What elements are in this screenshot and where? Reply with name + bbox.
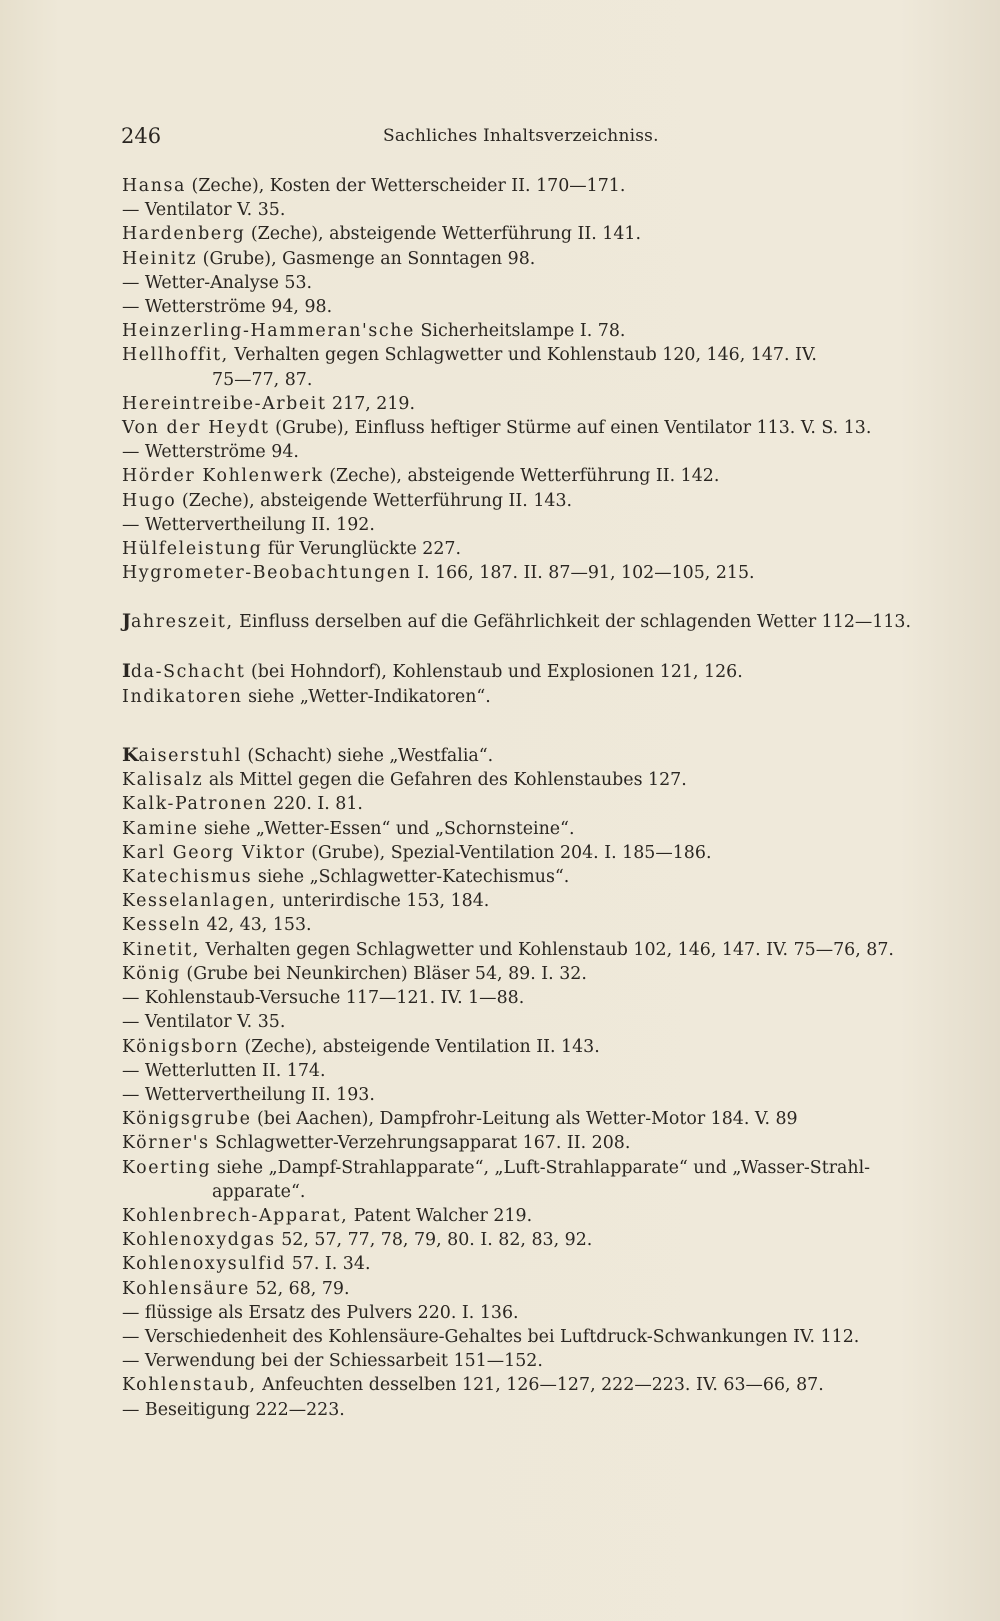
entry-references: (bei Aachen), Dampfrohr-Leitung als Wetter-Motor 184. V. 89 (251, 1109, 798, 1130)
index-group-h (122, 174, 942, 585)
index-entry (122, 343, 942, 367)
index-entry (122, 684, 942, 709)
entry-references: Schlagwetter-Verzehrungsapparat 167. II. 208. (209, 1133, 631, 1154)
entry-continuation: 75—77, 87. (212, 369, 313, 390)
entry-headword: Hygrometer-Beobachtungen (122, 563, 412, 584)
entry-headword: Hörder Kohlenwerk (122, 466, 324, 487)
index-entry (122, 561, 942, 585)
index-entry (122, 1059, 942, 1083)
entry-references: (Grube bei Neunkirchen) Bläser 54, 89. I. 32. (180, 963, 587, 984)
entry-references: 57. I. 34. (286, 1254, 371, 1275)
entry-headword: Hansa (122, 176, 187, 196)
entry-headword: Kinetit, (122, 939, 200, 960)
entry-headword: Hellhoffit, (122, 345, 229, 366)
entry-references: Verhalten gegen Schlagwetter und Kohlenstaub 120, 146, 147. IV. (228, 345, 817, 366)
page-number: 246 (121, 124, 162, 148)
index-entry (122, 1349, 942, 1373)
index-entry (122, 537, 942, 561)
entry-references: (Grube), Einfluss heftiger Stürme auf einen Ventilator 113. V. S. 13. (269, 418, 872, 439)
entry-headword: Kohlenoxysulfid (122, 1254, 287, 1275)
entry-headword: Hardenberg (122, 224, 246, 245)
index-entry (122, 792, 942, 816)
entry-references: siehe „Dampf-Strahlapparate“, „Luft-Strahlapparate“ und „Wasser-Strahl- (211, 1157, 871, 1178)
entry-references: (Grube), Spezial-Ventilation 204. I. 185—186. (305, 842, 712, 863)
entry-references: (Grube), Gasmenge an Sonntagen 98. (197, 248, 536, 269)
entry-initial: J (122, 610, 131, 633)
index-entry (122, 938, 942, 962)
entry-references: — Ventilator V. 35. (122, 1012, 286, 1033)
entry-headword: Kohlenstaub, (122, 1375, 257, 1396)
entry-headword: Katechismus (122, 867, 253, 888)
entry-references: siehe „Wetter-Indikatoren“. (242, 686, 491, 707)
entry-references: als Mittel gegen die Gefahren des Kohlenstaubes 127. (203, 770, 687, 791)
entry-headword: Kohlenoxydgas (122, 1230, 276, 1251)
spacer (122, 585, 942, 609)
index-entry (122, 1156, 942, 1180)
entry-references: (Zeche), absteigende Wetterführung II. 142. (323, 466, 720, 487)
entry-references: I. 166, 187. II. 87—91, 102—105, 215. (411, 563, 755, 584)
index-group-i (122, 659, 942, 709)
subject-index (122, 174, 942, 1422)
entry-references: — flüssige als Ersatz des Pulvers 220. I. 136. (122, 1302, 519, 1323)
index-entry (122, 392, 942, 416)
entry-references: 217, 219. (326, 393, 416, 414)
entry-headword: Von der Heydt (122, 418, 270, 439)
entry-headword: Kamine (122, 818, 199, 839)
entry-references: siehe „Schlagwetter-Katechismus“. (252, 867, 570, 888)
entry-references: — Wettervertheilung II. 192. (122, 514, 375, 535)
entry-initial: K (122, 744, 139, 767)
index-entry (122, 1107, 942, 1131)
entry-references: Einfluss derselben auf die Gefährlichkeit der schlagenden Wetter 112—113. (233, 612, 911, 633)
entry-references: — Ventilator V. 35. (122, 200, 286, 221)
index-entry (122, 489, 942, 513)
entry-references: — Beseitigung 222—223. (122, 1399, 345, 1420)
entry-references: siehe „Wetter-Essen“ und „Schornsteine“. (198, 818, 575, 839)
entry-references: 42, 43, 153. (200, 915, 312, 936)
index-group-k (122, 743, 942, 1422)
entry-references: (Schacht) siehe „Westfalia“. (241, 746, 494, 767)
entry-continuation: apparate“. (212, 1181, 306, 1202)
spacer (122, 709, 942, 743)
entry-headword: Koerting (122, 1157, 212, 1178)
index-entry (122, 1398, 942, 1422)
index-entry (122, 659, 942, 684)
index-entry (122, 440, 942, 464)
entry-references: (Zeche), absteigende Wetterführung II. 143. (176, 490, 573, 511)
index-entry (122, 743, 942, 768)
entry-headword: Karl Georg Viktor (122, 842, 306, 863)
entry-references: 220. I. 81. (267, 794, 363, 815)
index-entry (122, 513, 942, 537)
index-entry (122, 1228, 942, 1252)
index-entry (122, 865, 942, 889)
entry-headword: da-Schacht (130, 661, 246, 682)
entry-references: — Kohlenstaub-Versuche 117—121. IV. 1—88. (122, 988, 525, 1009)
entry-references: (Zeche), absteigende Ventilation II. 143. (238, 1036, 600, 1057)
entry-references: Sicherheitslampe I. 78. (414, 321, 626, 342)
entry-references: — Wetterströme 94. (122, 442, 299, 463)
entry-references: 52, 68, 79. (249, 1278, 350, 1299)
entry-references: — Verwendung bei der Schiessarbeit 151—152. (122, 1351, 543, 1372)
index-entry (122, 1325, 942, 1349)
index-entry (122, 817, 942, 841)
entry-references: — Wetter-Analyse 53. (122, 272, 313, 293)
index-entry (122, 1131, 942, 1155)
entry-headword: Kesseln (122, 915, 201, 936)
entry-headword: Körner's (122, 1133, 210, 1154)
index-entry (122, 416, 942, 440)
entry-references: — Verschiedenheit des Kohlensäure-Gehaltes bei Luftdruck-Schwankungen IV. 112. (122, 1326, 860, 1347)
entry-references: (bei Hohndorf), Kohlenstaub und Explosionen 121, 126. (245, 661, 743, 682)
index-entry (122, 889, 942, 913)
entry-references: 52, 57, 77, 78, 79, 80. I. 82, 83, 92. (275, 1230, 593, 1251)
index-entry (122, 913, 942, 937)
entry-headword: Königsborn (122, 1036, 239, 1057)
entry-references: — Wetterströme 94, 98. (122, 297, 333, 318)
entry-headword: Hugo (122, 490, 177, 511)
entry-references: Verhalten gegen Schlagwetter und Kohlenstaub 102, 146, 147. IV. 75—76, 87. (199, 939, 894, 960)
index-entry (122, 1301, 942, 1325)
index-entry (122, 609, 942, 634)
entry-headword: König (122, 963, 181, 984)
index-entry (122, 464, 942, 488)
index-group-j (122, 609, 942, 634)
entry-references: (Zeche), Kosten der Wetterscheider II. 170—171. (186, 176, 626, 196)
entry-references: Patent Walcher 219. (348, 1205, 533, 1226)
index-entry (122, 1035, 942, 1059)
entry-references: — Wetterlutten II. 174. (122, 1060, 326, 1081)
page-header (121, 124, 661, 154)
entry-references: Anfeuchten desselben 121, 126—127, 222—223. IV. 63—66, 87. (256, 1375, 824, 1396)
index-entry (122, 198, 942, 222)
entry-initial: I (122, 659, 131, 682)
index-entry (122, 1010, 942, 1034)
index-entry (122, 841, 942, 865)
index-entry (122, 174, 942, 198)
entry-headword: Kesselanlagen, (122, 891, 277, 912)
entry-headword: Kohlenbrech-Apparat, (122, 1205, 349, 1226)
entry-references: (Zeche), absteigende Wetterführung II. 141. (245, 224, 642, 245)
index-entry (122, 247, 942, 271)
entry-headword: Kalisalz (122, 770, 204, 791)
entry-headword: Kohlensäure (122, 1278, 250, 1299)
index-entry (122, 1373, 942, 1397)
entry-headword: Hereintreibe-Arbeit (122, 393, 327, 414)
entry-headword: Heinitz (122, 248, 198, 269)
index-entry (122, 1204, 942, 1228)
entry-headword: Kalk-Patronen (122, 794, 268, 815)
entry-references: — Wettervertheilung II. 193. (122, 1084, 375, 1105)
index-entry (122, 1277, 942, 1301)
index-entry (122, 768, 942, 792)
index-entry (122, 962, 942, 986)
entry-headword: ahreszeit, (131, 612, 234, 633)
index-entry (122, 319, 942, 343)
entry-headword: Heinzerling-Hammeran'sche (122, 321, 415, 342)
entry-references: für Verunglückte 227. (262, 539, 462, 560)
entry-headword: Hülfeleistung (122, 539, 263, 560)
entry-headword: Indikatoren (122, 686, 243, 707)
running-title: Sachliches Inhaltsverzeichniss. (383, 126, 659, 146)
index-entry (122, 271, 942, 295)
entry-references: unterirdische 153, 184. (276, 891, 490, 912)
spacer (122, 635, 942, 659)
index-entry (122, 222, 942, 246)
index-entry (122, 1252, 942, 1276)
index-entry (122, 986, 942, 1010)
index-entry (122, 1083, 942, 1107)
index-entry (122, 295, 942, 319)
entry-headword: Königsgrube (122, 1109, 252, 1130)
entry-headword: aiserstuhl (138, 746, 242, 767)
